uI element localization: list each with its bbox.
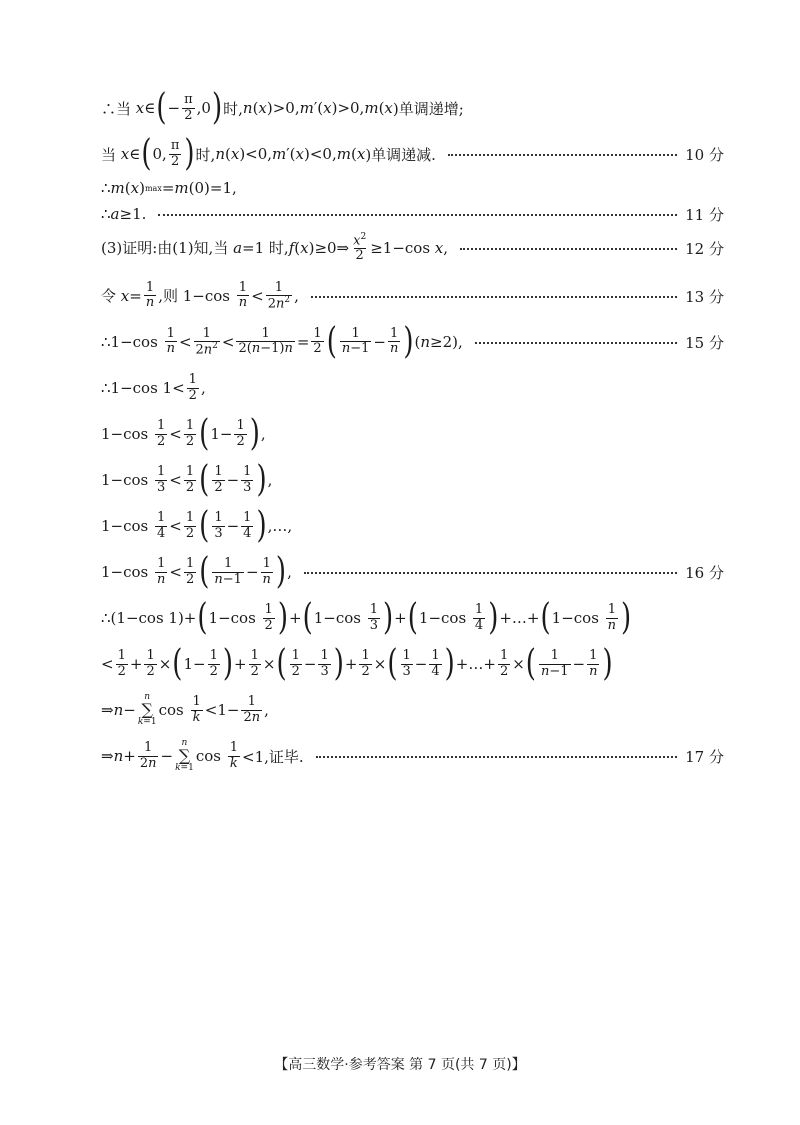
solution-line-7 xyxy=(101,322,724,362)
solution-line-5 xyxy=(101,228,724,268)
solution-line-14 xyxy=(101,644,724,684)
dot-leader xyxy=(475,342,677,344)
dot-leader xyxy=(448,154,677,156)
solution-line-15 xyxy=(101,690,724,730)
dot-leader xyxy=(304,572,677,574)
line-math: ∴ m ( x ) max = m (0)=1, xyxy=(101,179,237,197)
solution-line-8 xyxy=(101,368,724,408)
score-label: 12 分 xyxy=(685,239,724,258)
solution-line-11 xyxy=(101,506,724,546)
line-math: ∴1−cos $\frac{1}{n}$ < $\frac{1}{2n^2}$ < $\frac{1}{2(n-1)n}$ = $\frac{1}{2}$ ( $\frac{1}{n-1}$ − $\frac{1}{n}$ ) ( n ≥2), xyxy=(101,320,463,363)
dot-leader xyxy=(158,214,677,216)
line-math: ∴当 x ∈ ( − $\frac{\pi}{2}$ ,0 ) 时, n ( x )>0, m ′( x )>0, m ( x )单调递增; xyxy=(101,87,464,129)
page-footer: 【高三数学·参考答案 第 7 页(共 7 页)】 xyxy=(274,1057,526,1073)
solution-line-1 xyxy=(101,88,724,128)
dot-leader xyxy=(316,756,677,758)
line-math: 1−cos $\frac{1}{4}$ < $\frac{1}{2}$ ( $\frac{1}{3}$ − $\frac{1}{4}$ ) ,…, xyxy=(101,505,293,547)
solution-line-16 xyxy=(101,736,724,776)
line-math: 令 x = $\frac{1}{n}$ ,则 1−cos $\frac{1}{n}$ < $\frac{1}{2n^2}$ , xyxy=(101,279,299,312)
score-label: 13 分 xyxy=(685,287,724,306)
score-label: 10 分 xyxy=(685,145,724,164)
solution-line-13 xyxy=(101,598,724,638)
solution-line-2 xyxy=(101,134,724,174)
line-math: ∴1−cos 1< $\frac{1}{2}$ , xyxy=(101,372,206,403)
line-math: (3)证明:由(1)知,当 a =1 时, f ( x )≥0⇒ $\frac{x^2}{2}$ ≥1−cos x , xyxy=(101,231,449,264)
score-label: 16 分 xyxy=(685,563,724,582)
solution-line-4 xyxy=(101,202,724,226)
solution-line-10 xyxy=(101,460,724,500)
line-math: 1−cos $\frac{1}{2}$ < $\frac{1}{2}$ ( 1− $\frac{1}{2}$ ) , xyxy=(101,413,266,455)
line-math: 1−cos $\frac{1}{n}$ < $\frac{1}{2}$ ( $\frac{1}{n-1}$ − $\frac{1}{n}$ ) , xyxy=(101,551,292,593)
score-label: 15 分 xyxy=(685,333,724,352)
line-math: 当 x ∈ ( 0, $\frac{\pi}{2}$ ) 时, n ( x )<0, m ′( x )<0, m ( x )单调递减. xyxy=(101,133,436,175)
line-math: ⇒ n + $\frac{1}{2n}$ − n ∑ k=1 cos $\frac{1}{k}$ <1,证毕. xyxy=(101,738,304,773)
line-math: 1−cos $\frac{1}{3}$ < $\frac{1}{2}$ ( $\frac{1}{2}$ − $\frac{1}{3}$ ) , xyxy=(101,459,273,501)
line-math: ∴(1−cos 1)+ ( 1−cos $\frac{1}{2}$ ) + ( 1−cos $\frac{1}{3}$ ) + ( 1−cos $\frac{1}{4}$ ) +…+ ( 1−cos $\frac{1}{n}$ ) xyxy=(101,597,632,639)
score-label: 17 分 xyxy=(685,747,724,766)
dot-leader xyxy=(460,248,677,250)
score-label: 11 分 xyxy=(685,205,724,224)
solution-line-3 xyxy=(101,176,724,200)
solution-line-9 xyxy=(101,414,724,454)
line-math: ⇒ n − n ∑ k=1 cos $\frac{1}{k}$ <1− $\frac{1}{2n}$ , xyxy=(101,692,269,727)
line-math: < $\frac{1}{2}$ + $\frac{1}{2}$ × ( 1− $\frac{1}{2}$ ) + $\frac{1}{2}$ × ( $\frac{1}{2}$ − $\frac{1}{3}$ ) + $\frac{1}{2}$ × ( $\frac{1}{3}$ − $\frac{1}{4}$ ) +…+ $\frac{1}{2}$ × ( $\frac{1}{n-1}$ − $\frac{1}{n}$ ) xyxy=(101,643,613,685)
line-math: ∴ a ≥1. xyxy=(101,205,147,223)
solution-line-12 xyxy=(101,552,724,592)
dot-leader xyxy=(311,296,677,298)
solution-line-6 xyxy=(101,276,724,316)
